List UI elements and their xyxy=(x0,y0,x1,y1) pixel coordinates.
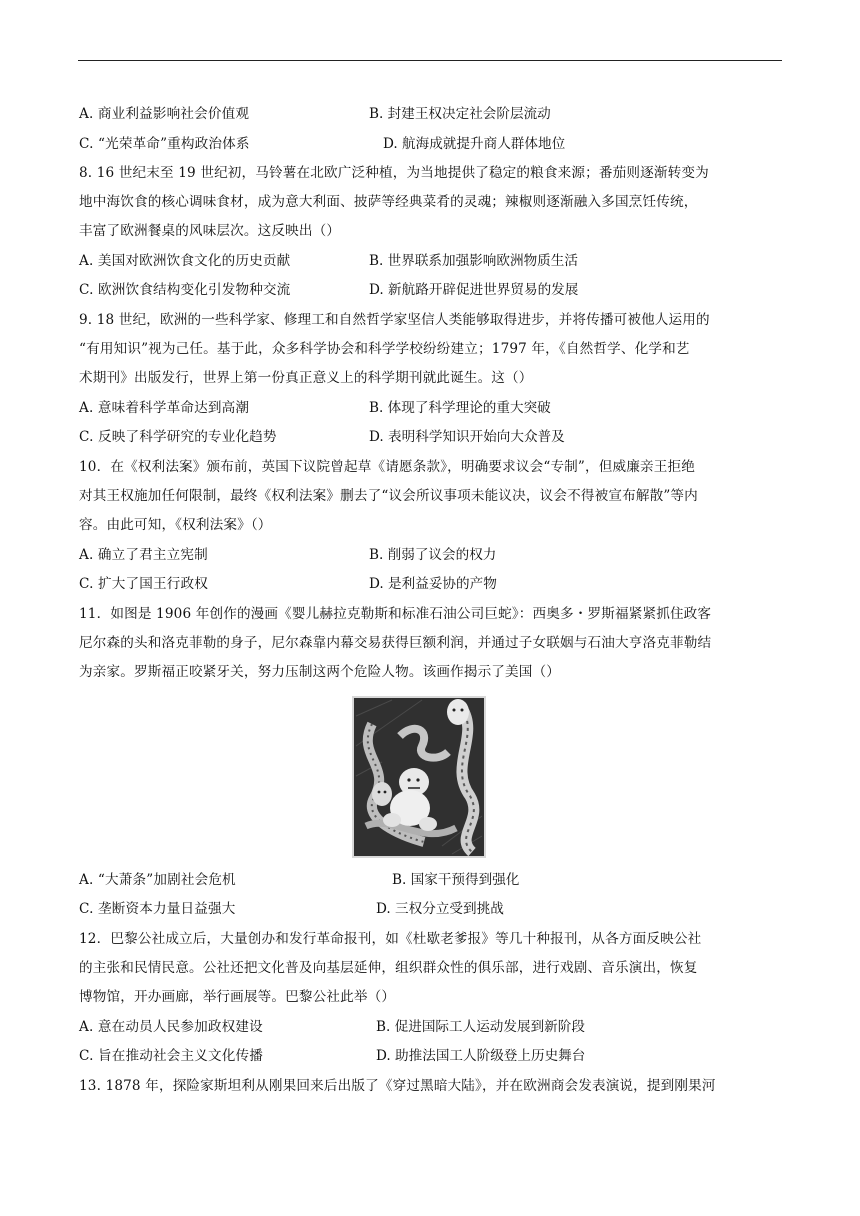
q7-option-b: B. 封建王权决定社会阶层流动 xyxy=(369,106,551,122)
q13-stem-line-1: 13. 1878 年，探险家斯坦利从刚果回来后出版了《穿过黑暗大陆》，并在欧洲商会发表演说，提到刚果河 xyxy=(79,1078,716,1094)
q9-option-c: C. 反映了科学研究的专业化趋势 xyxy=(79,429,277,445)
q11-stem-line-3: 为亲家。罗斯福正咬紧牙关，努力压制这两个危险人物。该画作揭示了美国（） xyxy=(79,664,561,680)
q12-stem-line-1: 12．巴黎公社成立后，大量创办和发行革命报刊，如《杜歇老爹报》等几十种报刊，从各方面反映公社 xyxy=(79,931,702,947)
q11-stem-line-2: 尼尔森的头和洛克菲勒的身子，尼尔森靠内幕交易获得巨额利润，并通过子女联姻与石油大亨洛克菲勒结 xyxy=(79,635,712,651)
q8-option-a: A. 美国对欧洲饮食文化的历史贡献 xyxy=(79,253,291,269)
q12-option-d: D. 助推法国工人阶级登上历史舞台 xyxy=(376,1048,586,1064)
q9-stem-line-3: 术期刊》出版发行，世界上第一份真正意义上的科学期刊就此诞生。这（） xyxy=(79,370,533,386)
q12-stem-line-3: 博物馆，开办画廊，举行画展等。巴黎公社此举（） xyxy=(79,989,396,1005)
q10-stem-line-1: 10．在《权利法案》颁布前，英国下议院曾起草《请愿条款》，明确要求议会“专制”，但威廉亲王拒绝 xyxy=(79,459,695,475)
q9-option-a: A. 意味着科学革命达到高潮 xyxy=(79,400,250,416)
q7-option-d: D. 航海成就提升商人群体地位 xyxy=(383,136,566,152)
q9-option-b: B. 体现了科学理论的重大突破 xyxy=(369,400,551,416)
q10-option-d: D. 是利益妥协的产物 xyxy=(369,576,497,592)
q8-stem-line-2: 地中海饮食的核心调味食材，成为意大利面、披萨等经典菜肴的灵魂；辣椒则逐渐融入多国烹饪传统， xyxy=(79,194,698,210)
q9-stem-line-2: “有用知识”视为己任。基于此，众多科学协会和科学学校纷纷建立；1797 年，《自然哲学、化学和艺 xyxy=(79,341,690,357)
q12-option-a: A. 意在动员人民参加政权建设 xyxy=(79,1019,263,1035)
q10-stem-line-2: 对其王权施加任何限制，最终《权利法案》删去了“议会所议事项未能议决，议会不得被宣布解散”等内 xyxy=(79,488,698,504)
q11-option-c: C. 垄断资本力量日益强大 xyxy=(79,901,236,917)
q10-option-a: A. 确立了君主立宪制 xyxy=(79,547,208,563)
q9-stem-line-1: 9. 18 世纪，欧洲的一些科学家、修理工和自然哲学家坚信人类能够取得进步，并将传播可被他人运用的 xyxy=(79,312,710,328)
q8-stem-line-3: 丰富了欧洲餐桌的风味层次。这反映出（） xyxy=(79,223,341,239)
q11-option-d: D. 三权分立受到挑战 xyxy=(376,901,504,917)
header-rule xyxy=(78,60,782,61)
q10-option-c: C. 扩大了国王行政权 xyxy=(79,576,208,592)
q12-option-b: B. 促进国际工人运动发展到新阶段 xyxy=(376,1019,585,1035)
q7-option-a: A. 商业利益影响社会价值观 xyxy=(79,106,250,122)
q8-option-c: C. 欧洲饮食结构变化引发物种交流 xyxy=(79,282,291,298)
q11-option-a: A. “大萧条”加剧社会危机 xyxy=(79,872,236,888)
q12-option-c: C. 旨在推动社会主义文化传播 xyxy=(79,1048,263,1064)
q10-option-b: B. 削弱了议会的权力 xyxy=(369,547,497,563)
q8-stem-line-1: 8. 16 世纪末至 19 世纪初，马铃薯在北欧广泛种植，为当地提供了稳定的粮食来源；番茄则逐渐转变为 xyxy=(79,165,709,181)
q10-stem-line-3: 容。由此可知，《权利法案》（） xyxy=(79,517,272,533)
q7-option-c: C. “光荣革命”重构政治体系 xyxy=(79,136,250,152)
cartoon-image xyxy=(352,696,486,858)
q11-option-b: B. 国家干预得到强化 xyxy=(392,872,520,888)
q9-option-d: D. 表明科学知识开始向大众普及 xyxy=(369,429,565,445)
q8-option-d: D. 新航路开辟促进世界贸易的发展 xyxy=(369,282,579,298)
q12-stem-line-2: 的主张和民情民意。公社还把文化普及向基层延伸，组织群众性的俱乐部，进行戏剧、音乐演出，恢复 xyxy=(79,960,698,976)
q8-option-b: B. 世界联系加强影响欧洲物质生活 xyxy=(369,253,578,269)
q11-stem-line-1: 11．如图是 1906 年创作的漫画《婴儿赫拉克勒斯和标准石油公司巨蛇》：西奥多・罗斯福紧紧抓住政客 xyxy=(79,606,712,622)
